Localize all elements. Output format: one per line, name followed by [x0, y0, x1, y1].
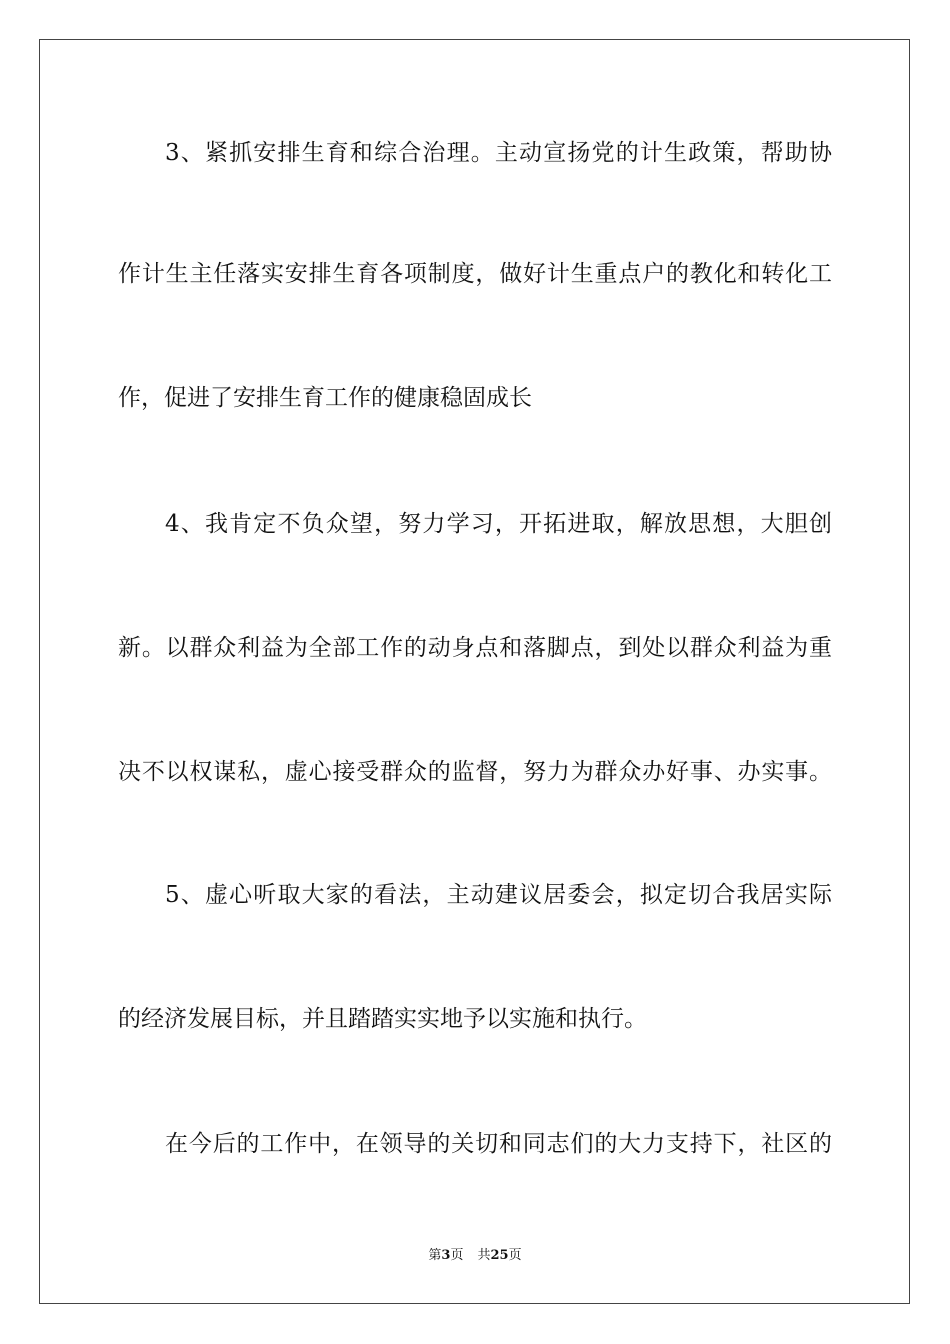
page-suffix: 页: [450, 1248, 464, 1263]
paragraph-line: 作计生主任落实安排生育各项制度，做好计生重点户的教化和转化工: [118, 261, 832, 287]
paragraph-line: 在今后的工作中，在领导的关切和同志们的大力支持下，社区的: [165, 1131, 832, 1157]
paragraph-line: 4、我肯定不负众望，努力学习，开拓进取，解放思想，大胆创: [165, 511, 832, 537]
paragraph-line: 的经济发展目标，并且踏踏实实地予以实施和执行。: [118, 1006, 647, 1032]
paragraph-line: 3、紧抓安排生育和综合治理。主动宣扬党的计生政策，帮助协: [165, 140, 832, 166]
page-current: 3: [441, 1248, 451, 1263]
total-prefix: 共: [477, 1248, 491, 1263]
page-border: [39, 39, 910, 1304]
paragraph-line: 5、虚心听取大家的看法，主动建议居委会，拟定切合我居实际: [165, 882, 832, 908]
paragraph-line: 作，促进了安排生育工作的健康稳固成长: [118, 385, 532, 411]
paragraph-line: 新。以群众利益为全部工作的动身点和落脚点，到处以群众利益为重: [118, 635, 832, 661]
total-suffix: 页: [508, 1248, 522, 1263]
page-footer: [0, 1248, 950, 1264]
page-prefix: 第: [428, 1248, 442, 1263]
page-total: 25: [490, 1248, 509, 1263]
paragraph-line: 决不以权谋私，虚心接受群众的监督，努力为群众办好事、办实事。: [118, 759, 832, 785]
